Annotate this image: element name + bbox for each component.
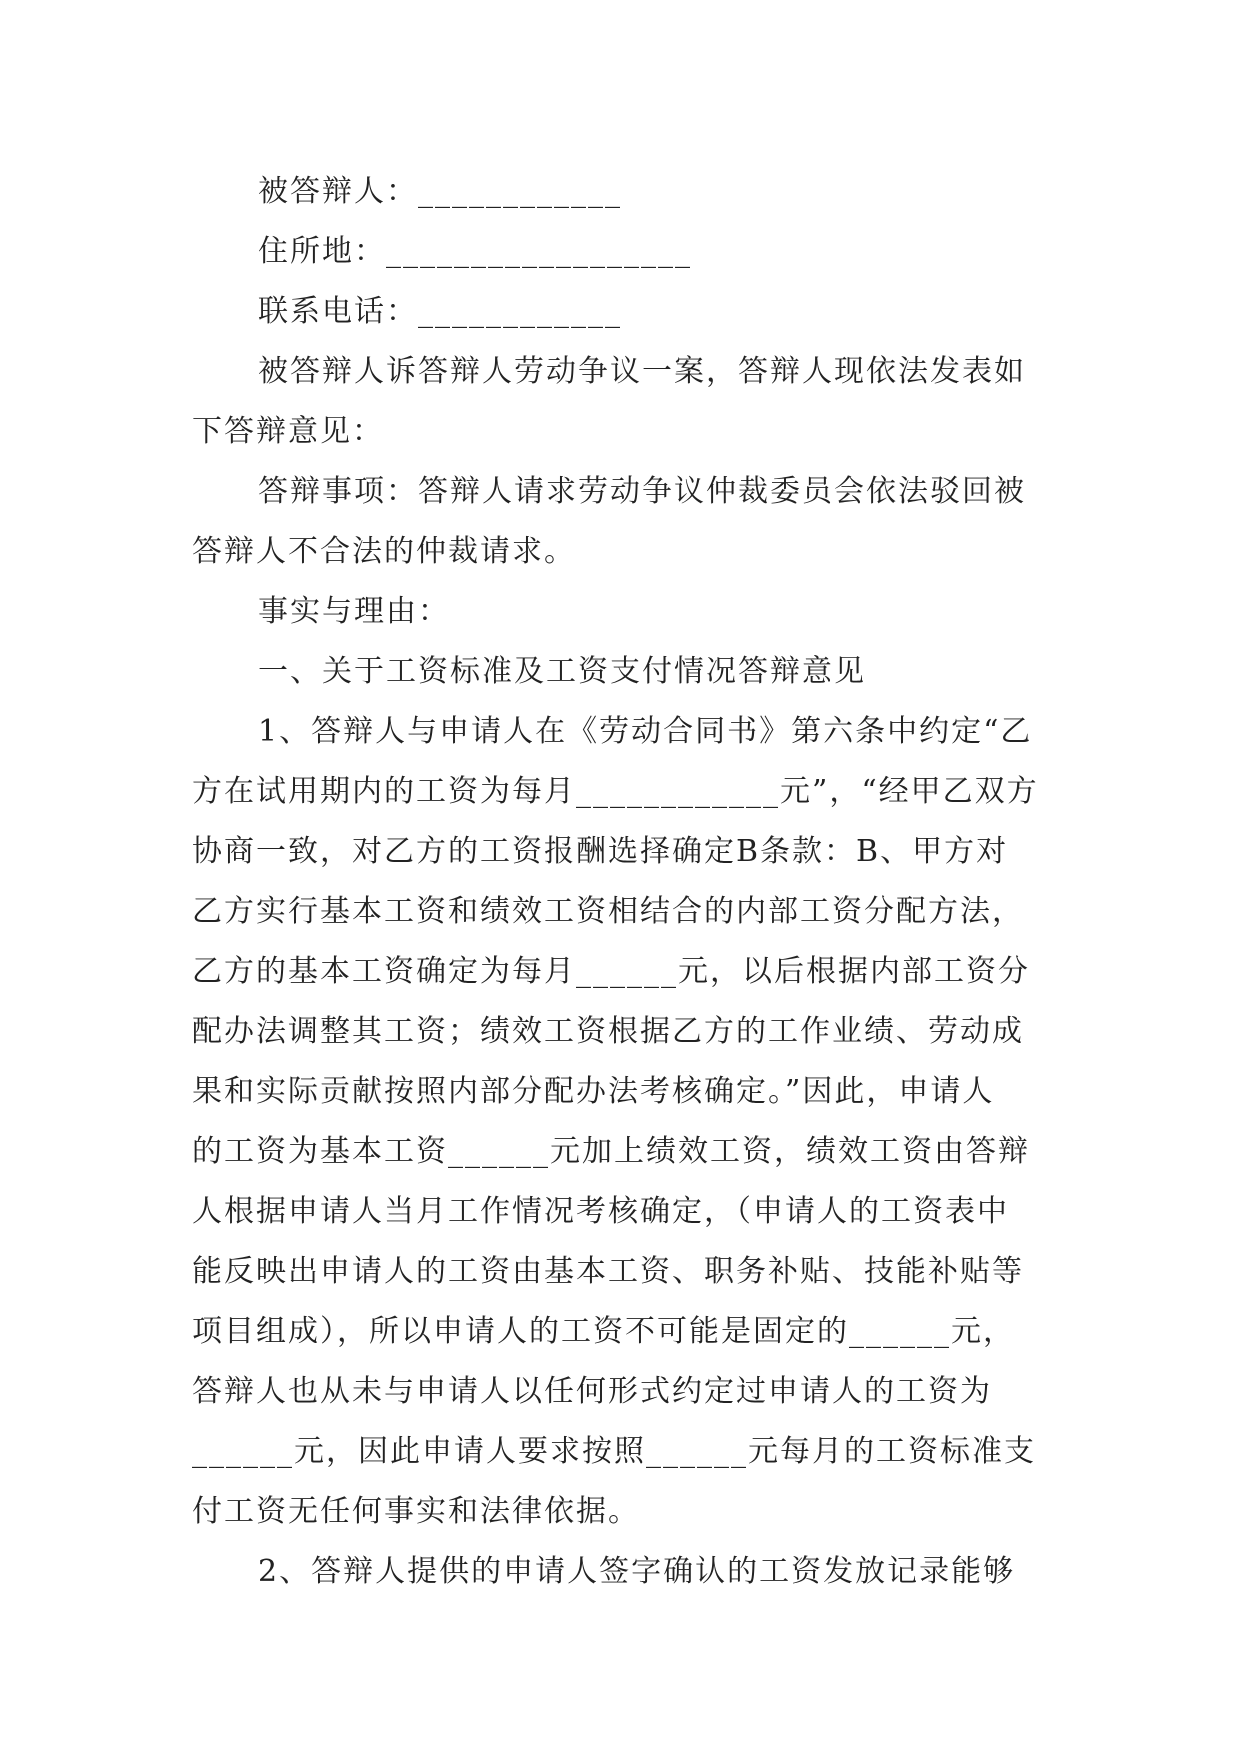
document-line: 配办法调整其工资；绩效工资根据乙方的工作业绩、劳动成 [192,1014,1024,1049]
document-line: 住所地：__________________ [258,234,692,269]
document-line: 联系电话：____________ [258,294,622,329]
document-line: ______元，因此申请人要求按照______元每月的工资标准支 [192,1434,1036,1469]
document-line: 被答辩人诉答辩人劳动争议一案，答辩人现依法发表如 [258,354,1026,389]
document-line: 乙方实行基本工资和绩效工资相结合的内部工资分配方法， [192,894,1024,929]
document-line: 答辩人也从未与申请人以任何形式约定过申请人的工资为 [192,1374,992,1409]
document-line: 人根据申请人当月工作情况考核确定，（申请人的工资表中 [192,1194,1009,1229]
document-line: 答辩人不合法的仲裁请求。 [192,534,576,569]
document-line: 果和实际贡献按照内部分配办法考核确定。”因此，申请人 [192,1074,995,1109]
document-line: 方在试用期内的工资为每月____________元”，“经甲乙双方 [192,774,1039,809]
document-line: 答辩事项：答辩人请求劳动争议仲裁委员会依法驳回被 [258,474,1026,509]
document-line: 付工资无任何事实和法律依据。 [192,1494,640,1529]
document-line: 2、答辩人提供的申请人签字确认的工资发放记录能够 [258,1554,1016,1589]
document-line: 协商一致，对乙方的工资报酬选择确定B条款：B、甲方对 [192,834,1009,869]
document-line: 能反映出申请人的工资由基本工资、职务补贴、技能补贴等 [192,1254,1024,1289]
document-line: 一、关于工资标准及工资支付情况答辩意见 [258,654,866,689]
document-line: 的工资为基本工资______元加上绩效工资，绩效工资由答辩 [192,1134,1030,1169]
document-line: 乙方的基本工资确定为每月______元，以后根据内部工资分 [192,954,1030,989]
document-body [192,162,1062,1602]
document-line: 项目组成），所以申请人的工资不可能是固定的______元， [192,1314,1015,1349]
document-line: 事实与理由： [258,594,450,629]
document-line: 1、答辩人与申请人在《劳动合同书》第六条中约定“乙 [258,714,1033,749]
document-line: 被答辩人：____________ [258,174,622,209]
document-line: 下答辩意见： [192,414,384,449]
